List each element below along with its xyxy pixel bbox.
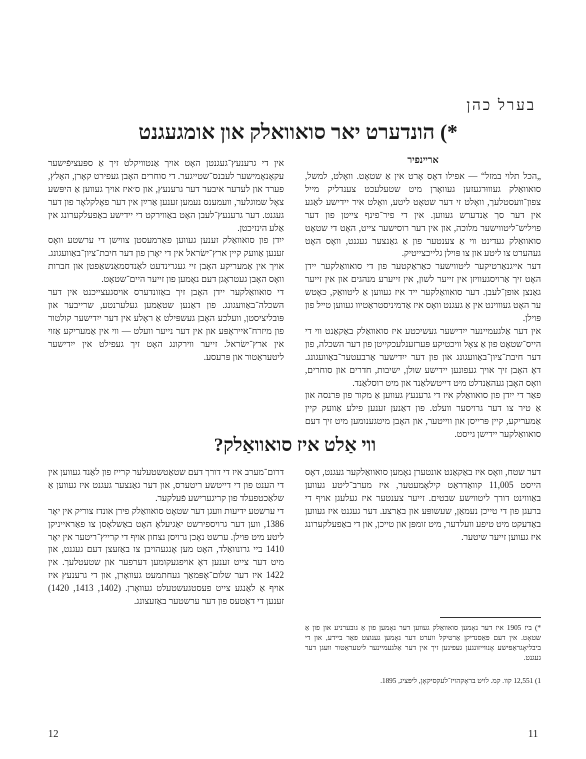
section-label-intro: אריינפיר <box>407 156 439 166</box>
paragraph: דער אייגנאַרטיקער ליטווישער כאַראַקטער פון די סואוואַלקער יידן האָט זיך אַרויסגעוויזן אין זייער לשון, אין זייערע מנהגים און אין זייער גאַנצן אופן־לעבן. דער סואוואַלקער ייד איז געווען אַ ליטוואַק, כאָטש ער האָט געוווינט אין אַ געגנט וואָס איז אַדמיניסטראַטיוו געווען טייל פון פּוילן. <box>305 261 541 323</box>
paragraph: ייִדן פון סואוואַלק זענען געווען פאַרמעסטן צווישן די ערשטע וואָס זענען אַוועק קיין ארץ־ישׂראל אין די יאָרן פון דער חיבת־ציון־באַוועגונג. אויך אין אַמעריקע האָבן זיי געגרינדעט לאַנדסמאַנשאַפטן און חברות וואָס האָבן געטראָגן דעם נאָמען פון זייער היים־שטאָט. <box>48 235 284 285</box>
footnote: *) ביז 1905 איז דער נאָמען סואוואַלק געווען דער נאָמען פון אַ גובערניע און פון אַ שטאָט. אין דעם פּאַסנדיקן אַרטיקל ווערט דער נאָמען גענוצט פאַר ביידע, און די ביבליאָגראַפישע אָנווייזונגען געפינען זיך אין דער אַלגעמיינער ליטעראַטור וועגן דער געגנט. <box>305 624 541 662</box>
footnote-divider <box>440 617 541 618</box>
paragraph: אין די גרענעץ־געגנטן האָט אויך אַנטוויקלט זיך אַ ספּעציפֿישער עקאָנאָמישער לעבנס־שטייגער. די סוחרים האָבן געפירט קאָרן, האָלץ, פערד און לעדער איבער דער גרענעץ, און ס׳איז אויך געווען אַ היפּשע צאָל שמוגלער, וועמענס נעמען זענען אַרײַן אין דער פאָלקלאָר פון דער געגנט. דער גרענעץ־לעבן האָט באַווירקט די יידישע באַפעלקערונג אין אַלע הינזיכטן. <box>48 158 284 233</box>
author-name: בערל כהן <box>466 98 536 114</box>
paragraph: דער שטח, וואָס איז באַקאַנט אונטערן נאָמען סואוואַלקער געגנט, דאָס הייסט 11,005 קוואַדראַט קילאָמעטער, איז מערב־ליטע געווען באַוווינט דורך ליטווישע שבטים. זייער צענטער איז געלעגן אויף די ברעגן פון די טייכן נעמאַן, שעשופּע און באַרצע. דער געגנט איז געווען באַדעקט מיט טיפע וועלדער, מיט זומפּן און טייכן, און די באַפעלקערונג איז געווען זייער שיטער. <box>305 467 541 542</box>
paragraph: פאַר די ייִדן פון סואוואַלק איז די גרענעץ געווען אַ מקור פון פּרנסה און אַ טיר צו דער גרויסער וועלט. פון דאַנען זענען פילע אַוועק קיין אַמעריקע, קיין פּרייסן און ווייטער, און האָבן מיטגענומען מיט זיך דעם סואוואַלקער יידישן גייסט. <box>305 390 541 440</box>
right-column-intro <box>305 170 541 440</box>
paragraph: די ערשטע ידיעות וועגן דער שטאָט סואוואַלק פירן אונדז צוריק אין יאָר 1386, ווען דער גרויספירשט יאַגיעלאָ האָט באַשלאָסן צו פאַראייניקן ליטע מיט פּוילן. ערשט נאָכן גרויסן נצחון אויף די קרייץ־ריטער אין יאָר 1410 ביי גרונוואַלד, האָט מען אָנגעהויבן צו באַזעצן דעם געגנט, און מיט דער צייט זענען דאָ אויפגעקומען דערפער און שטעטלעך. אין 1422 איז דער שלום־אָפּמאַך געחתמעט געוואָרן, און די גרענעץ איז אויף אַ לאַנגע צייט פעסטגעשטעלט געוואָרן. (1402, 1413, 1420) זענען די דאַטעס פון דער ערשטער באַזעצונג. <box>48 505 285 607</box>
footnote: 1) 12,551 קוו. קמ. לויט בראָקהויז־לעקסיקאָן, ליפּציג, 1895. <box>380 677 541 685</box>
paragraph: „הכל תלוי במזל“ — אפילו דאָס אָרט אין אַ שטאָט. וואָלט, למשל, סואוואַלק געוווּרגעזען געוואָרן מיט שטעלעכט צענדליק מייל צפון־וועסטלעך, וואָלט זי דער שטאָט ליטע, וואָלט איר יידישע לאַגע אין דער סך אַנדערש געווען. אין די פיר־פינף צייטן פון דער פויליש־ליטווישער מלוכה, און אין דער רוסישער צייט, האָט די שטאָט סואוואַלק געדינט ווי אַ צענטער פון אַ גאַנצער געגנט, וואָס האָט געהערט צו ליטע און צו פּוילן גלייכצייטיק. <box>305 171 541 259</box>
page-number-left: 12 <box>48 729 59 740</box>
paragraph: די סואוואַלקער יידן האָבן זיך באַזונדערס אויסגעצייכנט אין דער השכלה־באַוועגונג. פון דאַנען שטאַמען געלערנטע, שרייבער און פּובליציסטן, וועלכע האָבן געשפּילט אַ ראָלע אין דער ייִדישער קולטור פון מיזרח־אייראָפּע און אין דער נייער וועלט — ווי אין אַמעריקע אַזוי אין ארץ־ישׂראל. זייער ווירקונג האָט זיך געפילט אין ייִדישער ליטעראַטור און פּרעסע. <box>48 287 284 362</box>
paragraph: אין דער אַלגעמיינער ייִדישער געשיכטע איז סואוואַלק באַקאַנט ווי די הייס־שטאָט פון אַ צאָל וויכטיקע פּערזענלעכקייטן פון דער השכלה, פון דער חיבת־ציון־באַוועגונג און פון דער ייִדישער אַרבעטער־באַוועגונג. דאָ האָבן זיך אויך געפונען יידישע שולן, ישיבות, חדרים און סוחרים, וואָס האָבן געהאַנדלט מיט דייטשלאַנד און מיט רוסלאַנד. <box>305 325 541 388</box>
left-column-top <box>48 157 284 419</box>
page-number-right: 11 <box>528 729 539 740</box>
left-column-section2 <box>48 466 284 718</box>
paragraph: דרום־מערב איז די דורך דעם שטאַטשטעלער קרייז פון לאַנד געווען אין די הענט פון די דייטשע ריטערס, און דער גאַנצער געגנט איז געווען אַ שלאַכטפעלד פון קריגערישע פֿעלקער. <box>48 467 284 503</box>
right-column-section2 <box>305 466 541 610</box>
article-title: *) הונדערט יאר סואוואלק און אומגעגנט <box>138 120 458 144</box>
section-title-how-old: ווי אַלט איז סואוואַלק? <box>213 435 377 456</box>
